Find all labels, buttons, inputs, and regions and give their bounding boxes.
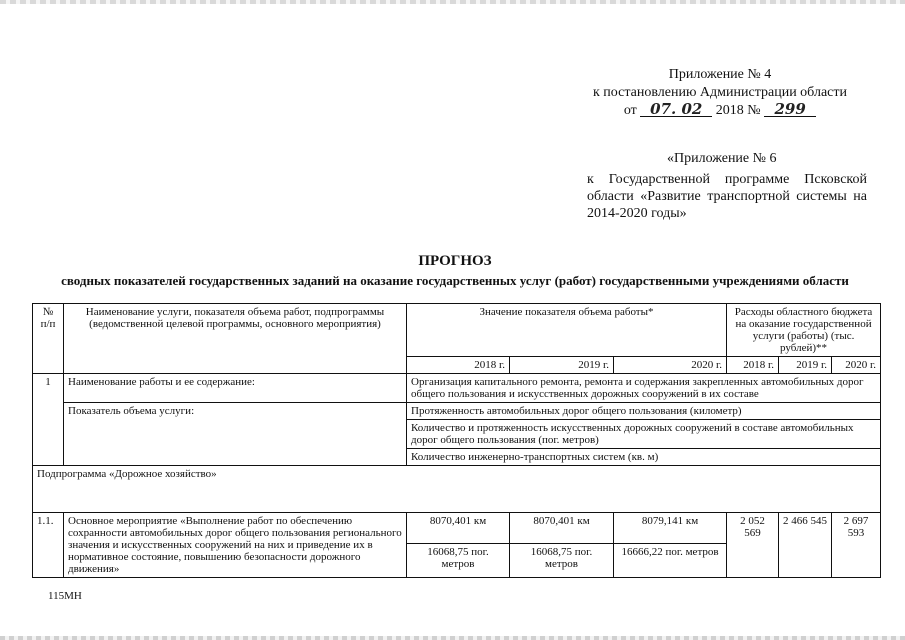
row11-m-2020: 16666,22 пог. метров: [614, 544, 727, 578]
row11-exp-2018: 2 052 569: [727, 513, 779, 578]
exp-year-2019: 2019 г.: [779, 357, 832, 374]
row1-indicator-2: Количество и протяженность искусственных дорожных сооружений в составе автомобильных дорог общего пользования (пог. метров): [407, 420, 881, 449]
row1-work-label: Наименование работы и ее содержание:: [64, 374, 407, 403]
exp-year-2020: 2020 г.: [832, 357, 881, 374]
row1-indicator-3: Количество инженерно-транспортных систем (кв. м): [407, 449, 881, 466]
row11-exp-2020: 2 697 593: [832, 513, 881, 578]
row11-exp-2019: 2 466 545: [779, 513, 832, 578]
row11-km-2019: 8070,401 км: [510, 513, 614, 544]
forecast-table: [32, 303, 881, 578]
appendix-6-title: «Приложение № 6: [667, 151, 777, 166]
exp-year-2018: 2018 г.: [727, 357, 779, 374]
scan-edge-top: [0, 0, 905, 4]
table-header-row: [33, 304, 881, 357]
appendix-4-block: [580, 66, 860, 120]
row1-indicator-label: Показатель объема услуги:: [64, 403, 407, 466]
row1-work-value: Организация капитального ремонта, ремонта и содержания закрепленных автомобильных дорог общего пользования и искусственных дорожных сооружений в их составе: [407, 374, 881, 403]
appendix-4-date-line: [580, 102, 860, 120]
header-volume: Значение показателя объема работы*: [407, 304, 727, 357]
row11-km-2020: 8079,141 км: [614, 513, 727, 544]
handwritten-date: 07. 02: [640, 102, 712, 117]
heading-title: ПРОГНОЗ: [418, 253, 492, 269]
row11-num: 1.1.: [33, 513, 64, 578]
appendix-4-title: Приложение № 4: [668, 67, 772, 82]
row1-num: 1: [33, 374, 64, 466]
header-expenses: Расходы областного бюджета на оказание государственной услуги (работы) (тыс. рублей)**: [727, 304, 881, 357]
row11-m-2018: 16068,75 пог. метров: [407, 544, 510, 578]
document-heading: [40, 252, 870, 288]
table-row: [33, 403, 881, 420]
year-2020: 2020 г.: [614, 357, 727, 374]
row11-m-2019: 16068,75 пог. метров: [510, 544, 614, 578]
appendix-4-resolution: к постановлению Администрации области: [593, 85, 847, 100]
year-label: 2018 №: [715, 103, 761, 118]
row11-km-2018: 8070,401 км: [407, 513, 510, 544]
header-name: Наименование услуги, показателя объема работ, подпрограммы (ведомственной целевой программы, основного мероприятия): [64, 304, 407, 374]
table-row: [33, 513, 881, 544]
appendix-6-block: [587, 150, 867, 222]
appendix-6-body: к Государственной программе Псковской области «Развитие транспортной системы на 2014-2020 годы»: [587, 172, 867, 221]
row1-indicator-1: Протяженность автомобильных дорог общего пользования (километр): [407, 403, 881, 420]
footer-code: 115МН: [48, 590, 82, 602]
table-row: [33, 374, 881, 403]
subprogram-row: [33, 466, 881, 513]
date-prefix: от: [623, 103, 637, 118]
scan-edge-bottom: [0, 636, 905, 640]
handwritten-number: 299: [764, 102, 816, 117]
row11-name: Основное мероприятие «Выполнение работ по обеспечению сохранности автомобильных дорог общего пользования регионального значения и искусственных сооружений на них и приведение их в нормативное состояние, повышению безопасности дорожного движения»: [64, 513, 407, 578]
subprogram-label: Подпрограмма «Дорожное хозяйство»: [33, 466, 881, 513]
year-2019: 2019 г.: [510, 357, 614, 374]
header-num: № п/п: [33, 304, 64, 374]
heading-subtitle: сводных показателей государственных заданий на оказание государственных услуг (работ) государственными учреждениями области: [61, 273, 849, 288]
year-2018: 2018 г.: [407, 357, 510, 374]
